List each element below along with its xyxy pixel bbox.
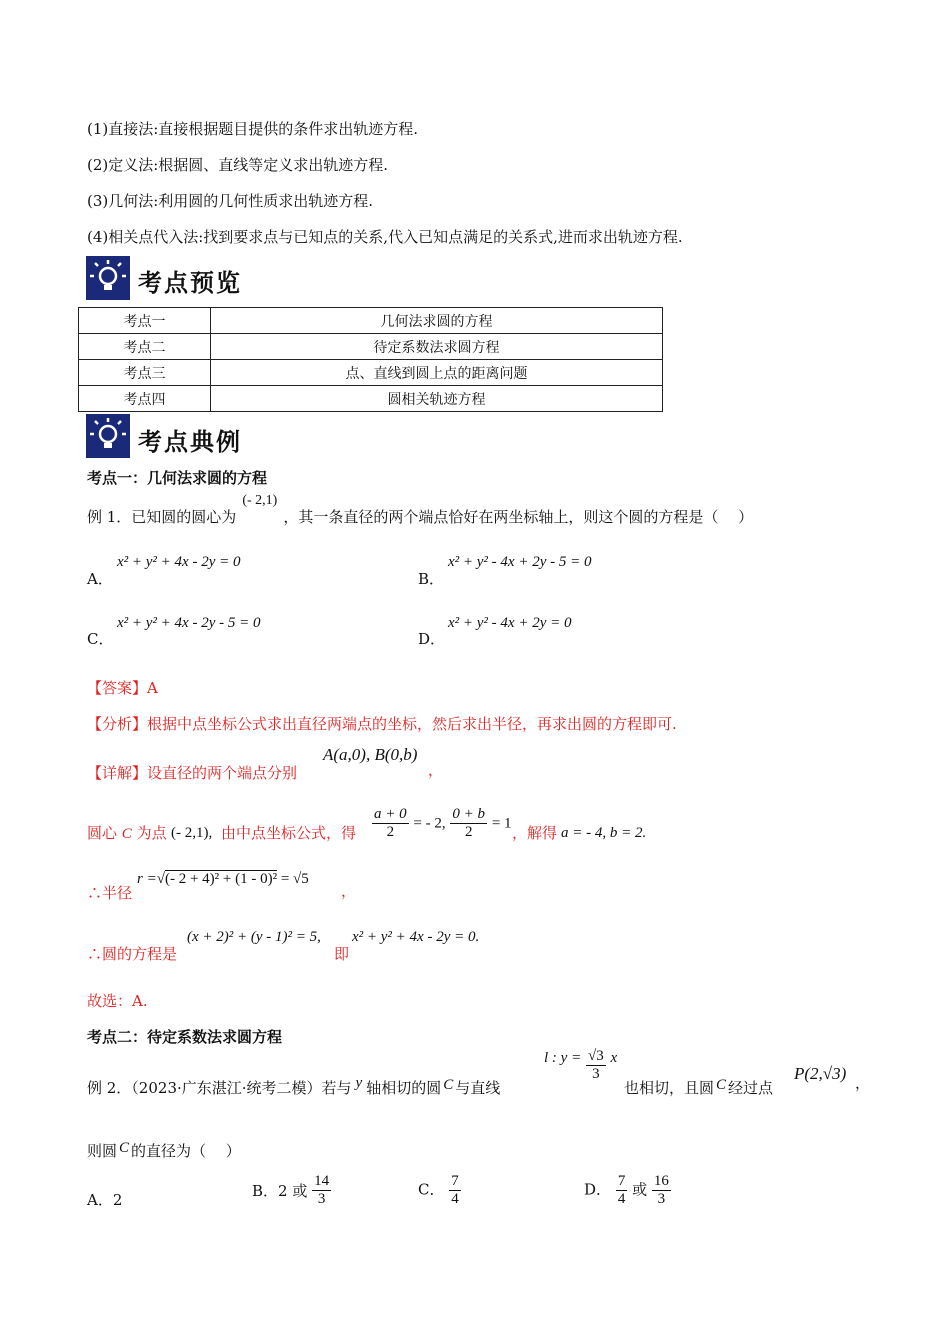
table-cell: 考点二 [79, 334, 211, 360]
table-cell: 圆相关轨迹方程 [211, 386, 663, 412]
method-1: (1)直接法:直接根据题目提供的条件求出轨迹方程. [87, 120, 419, 138]
option-c-label: C． [87, 630, 114, 648]
midpoint-text: 由中点坐标公式，得 [221, 824, 357, 842]
circle-ji: 即 [334, 945, 350, 963]
circle-expr: (x + 2)² + (y - 1)² = 5, [187, 929, 321, 945]
fraction [652, 1173, 671, 1208]
question-text: 则圆 [87, 1142, 118, 1160]
fraction [372, 806, 409, 841]
detail-intro: 【详解】设直径的两个端点分别 [87, 764, 298, 782]
example-2-line-1 [87, 1077, 500, 1098]
radius-lhs: r = [137, 871, 157, 887]
question-text: 的直径为（ ） [131, 1142, 241, 1160]
numerator: 7 [617, 1173, 626, 1189]
midpoint-eqs [372, 806, 512, 841]
numerator: √3 [587, 1048, 604, 1064]
table-cell: 点、直线到圆上点的距离问题 [211, 360, 663, 386]
method-4: (4)相关点代入法:找到要求点与已知点的关系,代入已知点满足的关系式,进而求出轨迹方程. [87, 228, 683, 246]
denominator: 2 [464, 824, 473, 840]
numerator: 16 [653, 1173, 669, 1189]
question-text: 与直线 [455, 1079, 501, 1097]
circle-c: C [716, 1077, 727, 1093]
table-cell: 考点三 [79, 360, 211, 386]
table-row [79, 334, 663, 360]
option-a-expr: x² + y² + 4x - 2y = 0 [117, 554, 241, 570]
radius-end: ， [341, 882, 357, 900]
center-point-2: (- 2,1), [171, 825, 213, 841]
example-1-text [87, 493, 754, 527]
question-text: 例 2．（2023·广东湛江·统考二模）若与 [87, 1079, 352, 1097]
option-d-expr: x² + y² - 4x + 2y = 0 [448, 615, 572, 631]
option-label: B．2 或 [252, 1181, 308, 1200]
denominator: 4 [451, 1191, 459, 1207]
or-text: 或 [632, 1180, 648, 1199]
circle-expr-2: x² + y² + 4x - 2y = 0. [352, 929, 480, 945]
question-text: 也相切，且圆 [624, 1079, 715, 1097]
lightbulb-icon [86, 256, 130, 300]
option-b-2 [252, 1173, 331, 1208]
radius-value: = √5 [280, 871, 309, 887]
question-text: 轴相切的圆 [366, 1079, 442, 1097]
answer: 【答案】A [87, 679, 158, 697]
numerator: 7 [451, 1173, 459, 1189]
question-text: 例 1．已知圆的圆心为 [87, 508, 237, 526]
solve-result: a = - 4, b = 2. [561, 825, 647, 841]
endpoints: A(a,0), B(0,b) [323, 745, 418, 764]
examples-heading: 考点典例 [138, 427, 242, 456]
fraction [312, 1173, 331, 1208]
denominator: 4 [617, 1191, 626, 1207]
line-equation [544, 1048, 617, 1083]
denominator: 3 [657, 1191, 666, 1207]
circle-c: C [119, 1140, 130, 1156]
center-line [87, 822, 167, 843]
section-2-title: 考点二：待定系数法求圆方程 [87, 1028, 283, 1046]
conclusion: 故选：A. [87, 992, 148, 1010]
option-a-label: A． [87, 570, 113, 588]
example-2-line-2 [87, 1140, 241, 1161]
text: 为点 [136, 824, 167, 842]
equation: = - 2, [413, 815, 446, 832]
numerator: a + 0 [374, 806, 407, 822]
circle-c: C [121, 826, 132, 842]
table-cell: 考点四 [79, 386, 211, 412]
circle-c: C [443, 1077, 454, 1093]
y-axis: y [355, 1075, 363, 1091]
lightbulb-icon [86, 414, 130, 458]
radius-expr: r =√(- 2 + 4)² + (1 - 0)² = √5 [137, 871, 309, 887]
detail-comma: ， [428, 761, 444, 779]
radius-label: ∴半径 [87, 884, 133, 902]
option-d-2 [584, 1173, 671, 1208]
option-label: D． [584, 1180, 612, 1199]
option-d-label: D． [418, 630, 446, 648]
fraction [586, 1048, 606, 1083]
table-row [79, 360, 663, 386]
denominator: 3 [592, 1066, 600, 1082]
text: 圆心 [87, 824, 118, 842]
question-end: ， [855, 1074, 871, 1092]
fraction [449, 1173, 461, 1208]
point-p: P(2,√3) [794, 1064, 847, 1083]
denominator: 3 [317, 1191, 326, 1207]
option-a-2: A．2 [87, 1191, 123, 1209]
line-x: x [610, 1049, 618, 1066]
table-cell: 考点一 [79, 308, 211, 334]
numerator: 14 [314, 1173, 330, 1189]
fraction [450, 806, 487, 841]
table-row [79, 308, 663, 334]
question-text: ，其一条直径的两个端点恰好在两坐标轴上，则这个圆的方程是（ ） [283, 508, 754, 526]
table-cell: 几何法求圆的方程 [211, 308, 663, 334]
method-3: (3)几何法:利用圆的几何性质求出轨迹方程. [87, 192, 374, 210]
radicand: (- 2 + 4)² + (1 - 0)² [164, 871, 278, 887]
denominator: 2 [386, 824, 395, 840]
option-c-expr: x² + y² + 4x - 2y - 5 = 0 [117, 615, 261, 631]
option-label: C． [418, 1180, 445, 1199]
center-point: (- 2,1) [242, 493, 278, 508]
numerator: 0 + b [452, 806, 486, 822]
option-b-expr: x² + y² - 4x + 2y - 5 = 0 [448, 554, 592, 570]
option-c-2 [418, 1173, 461, 1208]
circle-label: ∴圆的方程是 [87, 945, 178, 963]
option-b-label: B． [418, 570, 445, 588]
preview-heading: 考点预览 [138, 268, 242, 297]
example-2-line-1b [624, 1077, 773, 1098]
equation: = 1 [491, 815, 512, 832]
preview-table [78, 307, 663, 412]
table-row [79, 386, 663, 412]
method-2: (2)定义法:根据圆、直线等定义求出轨迹方程. [87, 156, 389, 174]
question-text: 经过点 [728, 1079, 774, 1097]
solve-label: ，解得 [512, 824, 558, 842]
fraction [616, 1173, 628, 1208]
analysis: 【分析】根据中点坐标公式求出直径两端点的坐标，然后求出半径，再求出圆的方程即可. [87, 715, 677, 733]
section-1-title: 考点一：几何法求圆的方程 [87, 469, 268, 487]
line-lhs: l : y = [544, 1049, 582, 1066]
table-cell: 待定系数法求圆方程 [211, 334, 663, 360]
